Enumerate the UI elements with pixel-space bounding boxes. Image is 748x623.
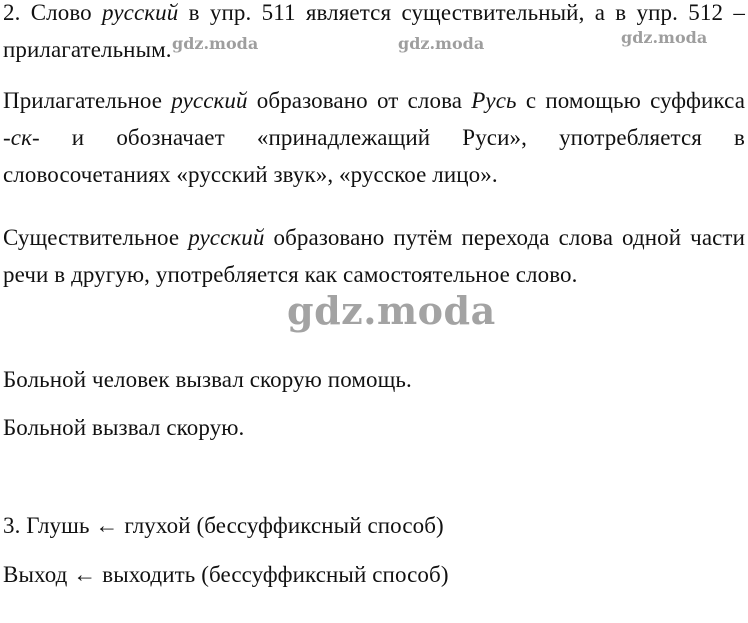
intro-text-c: в упр. 511 является существительный, а в упр. 512 – прилагательным. — [3, 0, 745, 62]
adjective-suffix-sk: ск — [10, 125, 32, 150]
adjective-word-russkiy: русский — [171, 88, 248, 113]
noun-text-c: образовано путём перехода слова одной части речи в другую, употребляется как самостоятельное слово. — [3, 225, 745, 287]
watermark-3: gdz.moda — [621, 28, 708, 47]
section3-line-2: Выход ← выходить (бессуффиксный способ) — [3, 562, 449, 587]
noun-text-a: Существительное — [3, 225, 189, 250]
intro-text-a: 2. Слово — [3, 0, 103, 25]
adjective-text-e: с помощью суффикса - — [3, 88, 745, 150]
section3-line-1: 3. Глушь ← глухой (бессуффиксный способ) — [3, 513, 444, 538]
example-sentence-1: Больной человек вызвал скорую помощь. — [3, 367, 412, 392]
watermark-2: gdz.moda — [398, 34, 485, 53]
paragraph-adjective — [3, 82, 745, 193]
adjective-text-a: Прилагательное — [3, 88, 172, 113]
watermark-1: gdz.moda — [172, 34, 259, 53]
intro-word-russkiy: русский — [102, 0, 179, 25]
noun-word-russkiy: русский — [188, 225, 265, 250]
adjective-text-g: - и обозначает «принадлежащий Руси», употребляется в словосочетаниях «русский звук», «русское лицо». — [3, 125, 745, 187]
example-sentence-2: Больной вызвал скорую. — [3, 415, 245, 440]
paragraph-noun — [3, 219, 745, 293]
adjective-text-c: образовано от слова — [247, 88, 472, 113]
watermark-center: gdz.moda — [287, 288, 496, 333]
adjective-word-rus: Русь — [471, 88, 517, 113]
